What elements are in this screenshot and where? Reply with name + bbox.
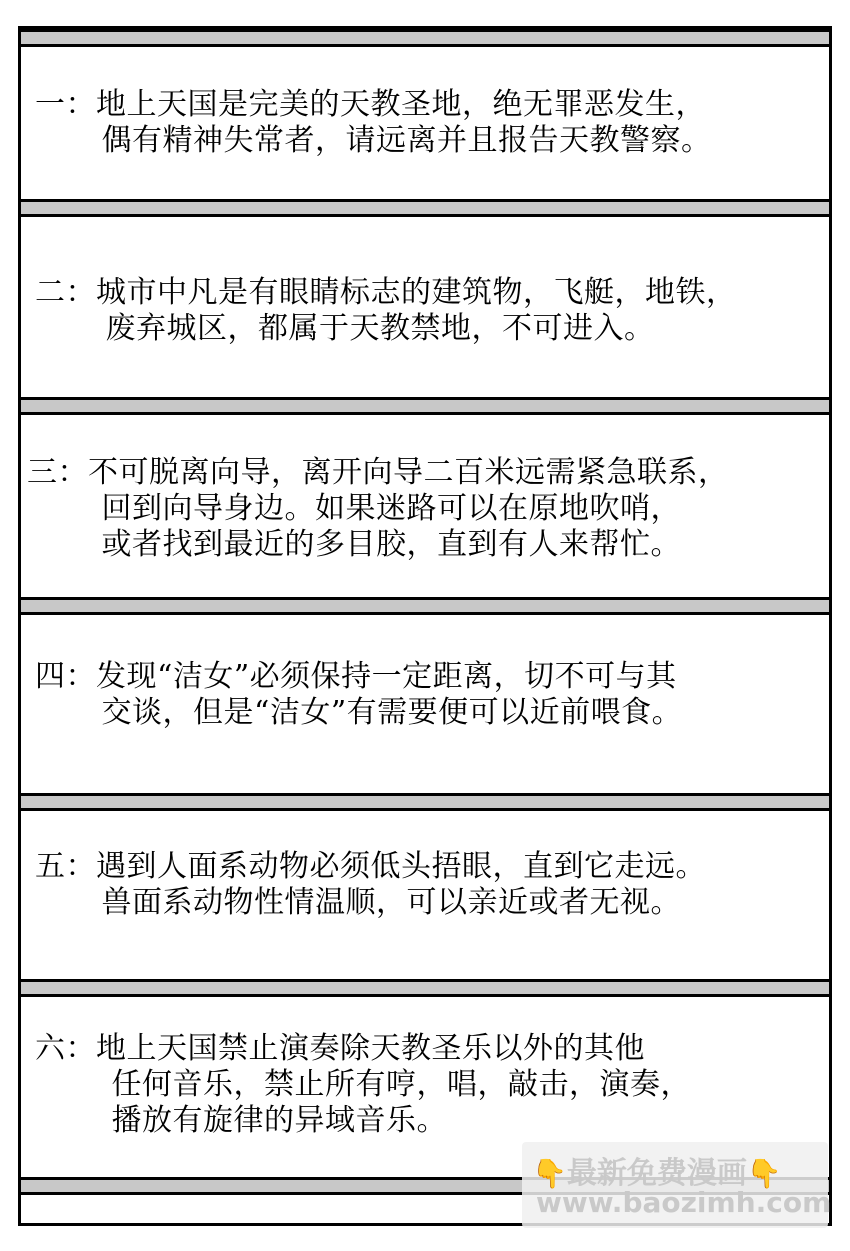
rule-panel-2 — [21, 217, 829, 397]
pointing-down-hand-icon: 👇 — [532, 1157, 567, 1190]
rule-line: 一：地上天国是完美的天教圣地，绝无罪恶发生， — [35, 87, 706, 122]
rule-line: 四：发现“洁女”必须保持一定距离，切不可与其 — [35, 659, 677, 694]
divider-strip — [21, 597, 829, 615]
divider-strip — [21, 793, 829, 811]
rule-line: 废弃城区，都属于天教禁地，不可进入。 — [75, 311, 655, 346]
rule-line: 兽面系动物性情温顺，可以亲近或者无视。 — [71, 885, 681, 920]
watermark-url[interactable]: www.baozimh.com — [536, 1186, 832, 1219]
divider-strip — [21, 29, 829, 47]
rule-panel-5 — [21, 811, 829, 979]
rule-line: 五：遇到人面系动物必须低头捂眼，直到它走远。 — [35, 849, 706, 884]
rule-line: 任何音乐，禁止所有哼，唱，敲击，演奏， — [81, 1067, 691, 1102]
rule-line: 回到向导身边。如果迷路可以在原地吹哨， — [71, 491, 681, 526]
rule-line: 二：城市中凡是有眼睛标志的建筑物，飞艇，地铁， — [35, 275, 737, 310]
divider-strip — [21, 979, 829, 997]
rule-line: 偶有精神失常者，请远离并且报告天教警察。 — [71, 123, 712, 158]
rule-line: 交谈，但是“洁女”有需要便可以近前喂食。 — [71, 695, 683, 730]
watermark — [522, 1142, 832, 1228]
divider-strip — [21, 199, 829, 217]
rules-frame — [18, 26, 832, 1226]
rule-line: 播放有旋律的异域音乐。 — [81, 1103, 447, 1138]
watermark-title: 最新免费漫画 — [566, 1156, 747, 1191]
divider-strip — [21, 397, 829, 415]
rule-line: 六：地上天国禁止演奏除天教圣乐以外的其他 — [35, 1031, 645, 1066]
rule-panel-3 — [21, 415, 829, 597]
rule-panel-4 — [21, 615, 829, 793]
rule-line: 三：不可脱离向导，离开向导二百米远需紧急联系， — [27, 455, 729, 490]
pointing-down-hand-icon: 👇 — [746, 1157, 782, 1190]
rule-panel-1 — [21, 47, 829, 199]
rule-line: 或者找到最近的多目胶，直到有人来帮忙。 — [71, 527, 681, 562]
